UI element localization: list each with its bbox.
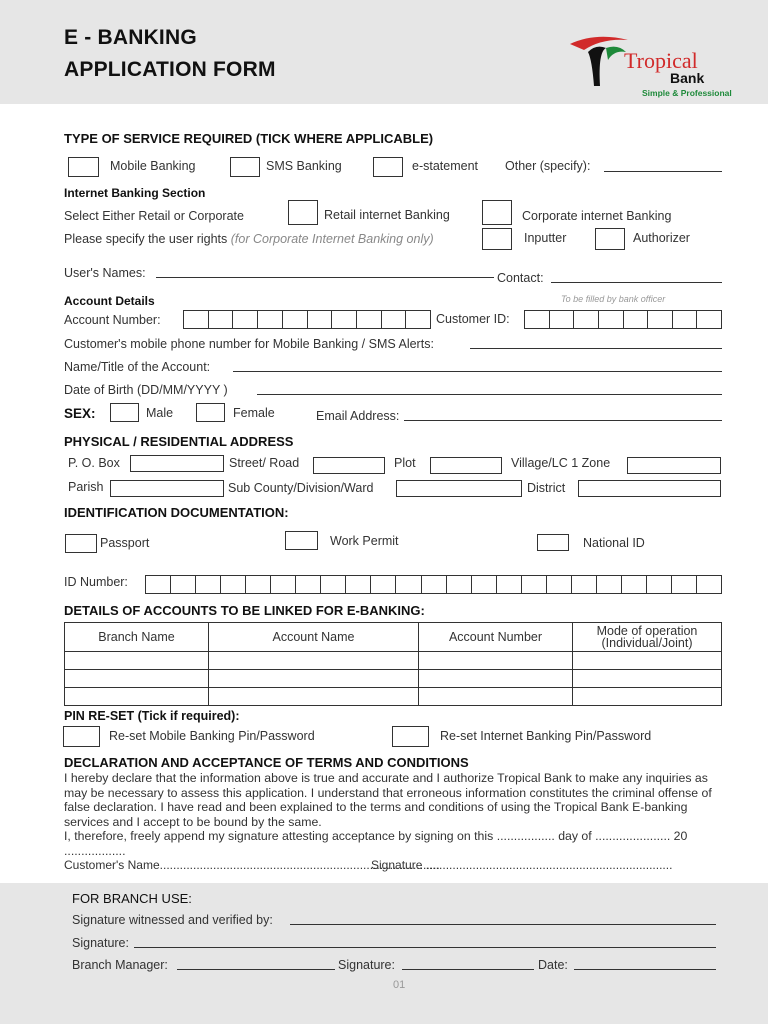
col-mode-of-operation: [573, 623, 722, 652]
id-number-cells[interactable]: [145, 575, 722, 594]
table-row[interactable]: [65, 652, 722, 670]
customer-name-field[interactable]: Customer's Name....................................................................................: [64, 858, 440, 872]
users-names-label: User's Names:: [64, 266, 146, 280]
select-retail-corporate-label: Select Either Retail or Corporate: [64, 209, 244, 223]
service-heading: TYPE OF SERVICE REQUIRED (TICK WHERE APPLICABLE): [64, 131, 434, 146]
email-field[interactable]: [404, 420, 722, 421]
female-checkbox[interactable]: [196, 403, 225, 422]
declaration-para2: I, therefore, freely append my signature attesting acceptance by signing on this ................. day of ...................... 20 ..................: [64, 829, 688, 858]
declaration-heading: DECLARATION AND ACCEPTANCE OF TERMS AND CONDITIONS: [64, 755, 469, 770]
passport-label: Passport: [100, 536, 150, 550]
contact-field[interactable]: [551, 282, 722, 283]
village-label: Village/LC 1 Zone: [511, 456, 611, 470]
manager-signature-label: Signature:: [338, 958, 395, 972]
estatement-label: e-statement: [412, 159, 479, 173]
street-label: Street/ Road: [229, 456, 300, 470]
reset-mobile-checkbox[interactable]: [63, 726, 100, 747]
branch-signature-field[interactable]: [134, 947, 716, 948]
street-field[interactable]: [313, 457, 385, 474]
account-number-cells[interactable]: [183, 310, 431, 329]
national-id-checkbox[interactable]: [537, 534, 569, 551]
account-details-heading: Account Details: [64, 294, 155, 308]
col-account-number: Account Number: [419, 623, 573, 652]
date-label: Date:: [538, 958, 568, 972]
male-checkbox[interactable]: [110, 403, 139, 422]
sms-banking-label: SMS Banking: [266, 159, 342, 173]
col-mode-line1: Mode of operation: [596, 624, 698, 638]
estatement-checkbox[interactable]: [373, 157, 403, 177]
authorizer-label: Authorizer: [633, 231, 690, 245]
reset-internet-label: Re-set Internet Banking Pin/Password: [440, 729, 652, 743]
mobile-banking-label: Mobile Banking: [110, 159, 196, 173]
witnessed-label: Signature witnessed and verified by:: [72, 913, 273, 927]
user-rights-label: [64, 232, 434, 246]
reset-mobile-label: Re-set Mobile Banking Pin/Password: [109, 729, 315, 743]
logo-name: Tropical: [624, 48, 698, 73]
logo-bank: Bank: [670, 70, 705, 86]
form-title-line1: E - BANKING: [64, 26, 197, 49]
plot-field[interactable]: [430, 457, 502, 474]
table-row[interactable]: [65, 688, 722, 706]
branch-manager-label: Branch Manager:: [72, 958, 168, 972]
col-account-name: Account Name: [209, 623, 419, 652]
col-branch-name: Branch Name: [65, 623, 209, 652]
user-rights-text: Please specify the user rights: [64, 232, 228, 246]
mobile-banking-checkbox[interactable]: [68, 157, 99, 177]
plot-label: Plot: [394, 456, 416, 470]
account-number-label: Account Number:: [64, 313, 161, 327]
work-permit-label: Work Permit: [330, 534, 399, 548]
work-permit-checkbox[interactable]: [285, 531, 318, 550]
branch-manager-field[interactable]: [177, 969, 335, 970]
sms-banking-checkbox[interactable]: [230, 157, 260, 177]
subcounty-label: Sub County/Division/Ward: [228, 481, 374, 495]
other-specify-field[interactable]: [604, 171, 722, 172]
authorizer-checkbox[interactable]: [595, 228, 625, 250]
pobox-label: P. O. Box: [68, 456, 120, 470]
dob-label: Date of Birth (DD/MM/YYYY ): [64, 383, 228, 397]
table-row[interactable]: [65, 670, 722, 688]
inputter-checkbox[interactable]: [482, 228, 512, 250]
bank-officer-note: To be filled by bank officer: [561, 294, 666, 304]
mobile-phone-label: Customer's mobile phone number for Mobile Banking / SMS Alerts:: [64, 337, 434, 351]
village-field[interactable]: [627, 457, 721, 474]
district-label: District: [527, 481, 566, 495]
declaration-para1: I hereby declare that the information above is true and accurate and I authorize Tropical Bank to make any inquiries as may be necessary to assess this application. I understand that erroneous information constitutes the criminal offense of false declaration. I have read and been explained to the terms and conditions of using the Tropical Bank E-banking services and I accept to be bound by the same.: [64, 771, 712, 829]
table-header-row: [65, 623, 722, 652]
branch-use-heading: FOR BRANCH USE:: [72, 891, 192, 906]
address-heading: PHYSICAL / RESIDENTIAL ADDRESS: [64, 434, 294, 449]
internet-heading: Internet Banking Section: [64, 186, 206, 200]
col-mode-line2: (Individual/Joint): [601, 636, 693, 650]
parish-field[interactable]: [110, 480, 224, 497]
parish-label: Parish: [68, 480, 104, 494]
users-names-field[interactable]: [156, 277, 494, 278]
customer-signature-field[interactable]: Signature ..........................................................................: [371, 858, 673, 872]
district-field[interactable]: [578, 480, 721, 497]
page-number: 01: [393, 979, 406, 991]
retail-internet-checkbox[interactable]: [288, 200, 318, 225]
female-label: Female: [233, 406, 275, 420]
witnessed-field[interactable]: [290, 924, 716, 925]
tropical-bank-logo: [566, 30, 732, 100]
account-name-label: Name/Title of the Account:: [64, 360, 211, 374]
corporate-internet-label: Corporate internet Banking: [522, 209, 672, 223]
date-field[interactable]: [574, 969, 716, 970]
id-number-label: ID Number:: [64, 575, 128, 589]
retail-internet-label: Retail internet Banking: [324, 208, 450, 222]
sex-label: SEX:: [64, 406, 96, 421]
customer-id-label: Customer ID:: [436, 312, 510, 326]
other-label: Other (specify):: [505, 159, 591, 173]
national-id-label: National ID: [583, 536, 645, 550]
linked-accounts-heading: DETAILS OF ACCOUNTS TO BE LINKED FOR E-BANKING:: [64, 603, 425, 618]
identification-heading: IDENTIFICATION DOCUMENTATION:: [64, 505, 289, 520]
email-label: Email Address:: [316, 409, 400, 423]
manager-signature-field[interactable]: [402, 969, 534, 970]
mobile-phone-field[interactable]: [470, 348, 722, 349]
male-label: Male: [146, 406, 174, 420]
contact-label: Contact:: [497, 271, 544, 285]
inputter-label: Inputter: [524, 231, 567, 245]
branch-signature-label: Signature:: [72, 936, 129, 950]
reset-internet-checkbox[interactable]: [392, 726, 429, 747]
customer-id-cells[interactable]: [524, 310, 722, 329]
form-title-line2: APPLICATION FORM: [64, 58, 276, 81]
corporate-internet-checkbox[interactable]: [482, 200, 512, 225]
pin-reset-heading: PIN RE-SET (Tick if required):: [64, 709, 240, 723]
passport-checkbox[interactable]: [65, 534, 97, 553]
dob-field[interactable]: [257, 394, 722, 395]
logo-tagline: Simple & Professional: [642, 88, 732, 98]
pobox-field[interactable]: [130, 455, 224, 472]
subcounty-field[interactable]: [396, 480, 522, 497]
user-rights-note: (for Corporate Internet Banking only): [230, 232, 434, 246]
declaration-text: [64, 771, 724, 858]
linked-accounts-table: [64, 622, 722, 706]
account-name-field[interactable]: [233, 371, 722, 372]
